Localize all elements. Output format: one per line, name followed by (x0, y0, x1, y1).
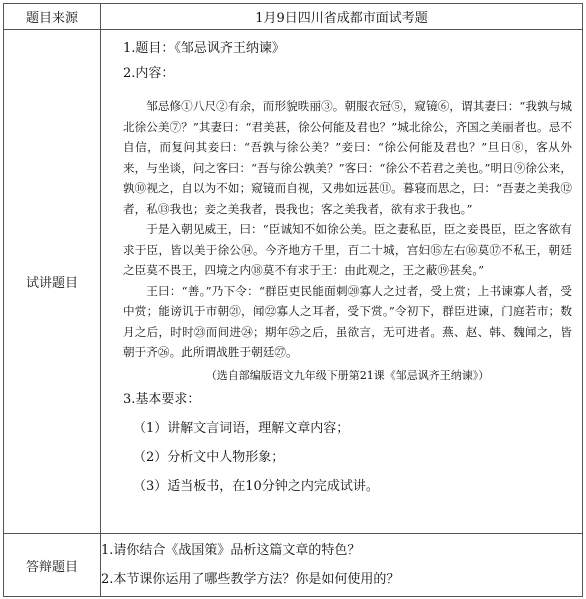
defense-question: 1.请你结合《战国策》品析这篇文章的特色？ (101, 543, 361, 558)
trial-row (4, 30, 583, 534)
passage-paragraph: 邹忌修①八尺②有余，而形貌昳丽③。朝服衣冠⑤，窥镜⑥，谓其妻曰：“我孰与城北徐公美⑦？”其妻曰：“君美甚，徐公何能及君也？”城北徐公，齐国之美丽者也。忌不自信，而复问其妾曰：“吾孰与徐公美？”妾曰：“徐公何能及君也？”旦日⑧，客从外来，与坐谈，问之客曰：“吾与徐公孰美？”客曰：“徐公不若君之美也。”明日⑨徐公来，孰⑩视之，自以为不如；窥镜而自视，又弗如远甚⑪。暮寝而思之，曰：“吾妻之美我⑫者，私⑬我也；妾之美我者，畏我也；客之美我者，欲有求于我也。” (123, 99, 572, 216)
defense-label: 答辩题目 (4, 534, 101, 597)
source-value: 1月9日四川省成都市面试考题 (101, 4, 583, 30)
requirements-label: 3.基本要求： (123, 391, 201, 407)
header-row (4, 4, 583, 30)
content-label: 2.内容： (123, 66, 175, 81)
topic-line: 1.题目：《邹忌讽齐王纳谏》 (123, 41, 285, 56)
defense-questions (101, 534, 583, 597)
passage-paragraph: 于是入朝见威王，曰：“臣诚知不如徐公美。臣之妻私臣，臣之妾畏臣，臣之客欲有求于臣，皆以美于徐公⑭。今齐地方千里，百二十城，宫妇⑮左右⑯莫⑰不私王，朝廷之臣莫不畏王，四境之内⑱莫不有求于王：由此观之，王之蔽⑲甚矣。” (123, 222, 572, 277)
source-label: 题目来源 (4, 4, 101, 30)
defense-row (4, 534, 583, 597)
trial-content (101, 30, 583, 534)
passage-text (123, 96, 572, 363)
requirement-item: （3）适当板书，在10分钟之内完成试讲。 (133, 478, 379, 494)
trial-label: 试讲题目 (4, 30, 101, 534)
defense-question: 2.本节课你运用了哪些教学方法？你是如何使用的？ (101, 572, 400, 587)
passage-paragraph: 王曰：“善。”乃下令：“群臣吏民能面刺⑳寡人之过者，受上赏；上书谏寡人者，受中赏；能谤讥于市朝㉑，闻㉒寡人之耳者，受下赏。”令初下，群臣进谏，门庭若市；数月之后，时时㉓而间进㉔；期年㉕之后，虽欲言，无可进者。燕、赵、韩、魏闻之，皆朝于齐㉖。此所谓战胜于朝廷㉗。 (123, 283, 572, 359)
source-note: （选自部编版语文九年级下册第21课《邹忌讽齐王纳谏》） (205, 368, 490, 382)
requirement-item: （2）分析文中人物形象； (133, 449, 285, 465)
exam-table (3, 3, 583, 597)
requirement-item: （1）讲解文言词语，理解文章内容； (133, 420, 350, 436)
